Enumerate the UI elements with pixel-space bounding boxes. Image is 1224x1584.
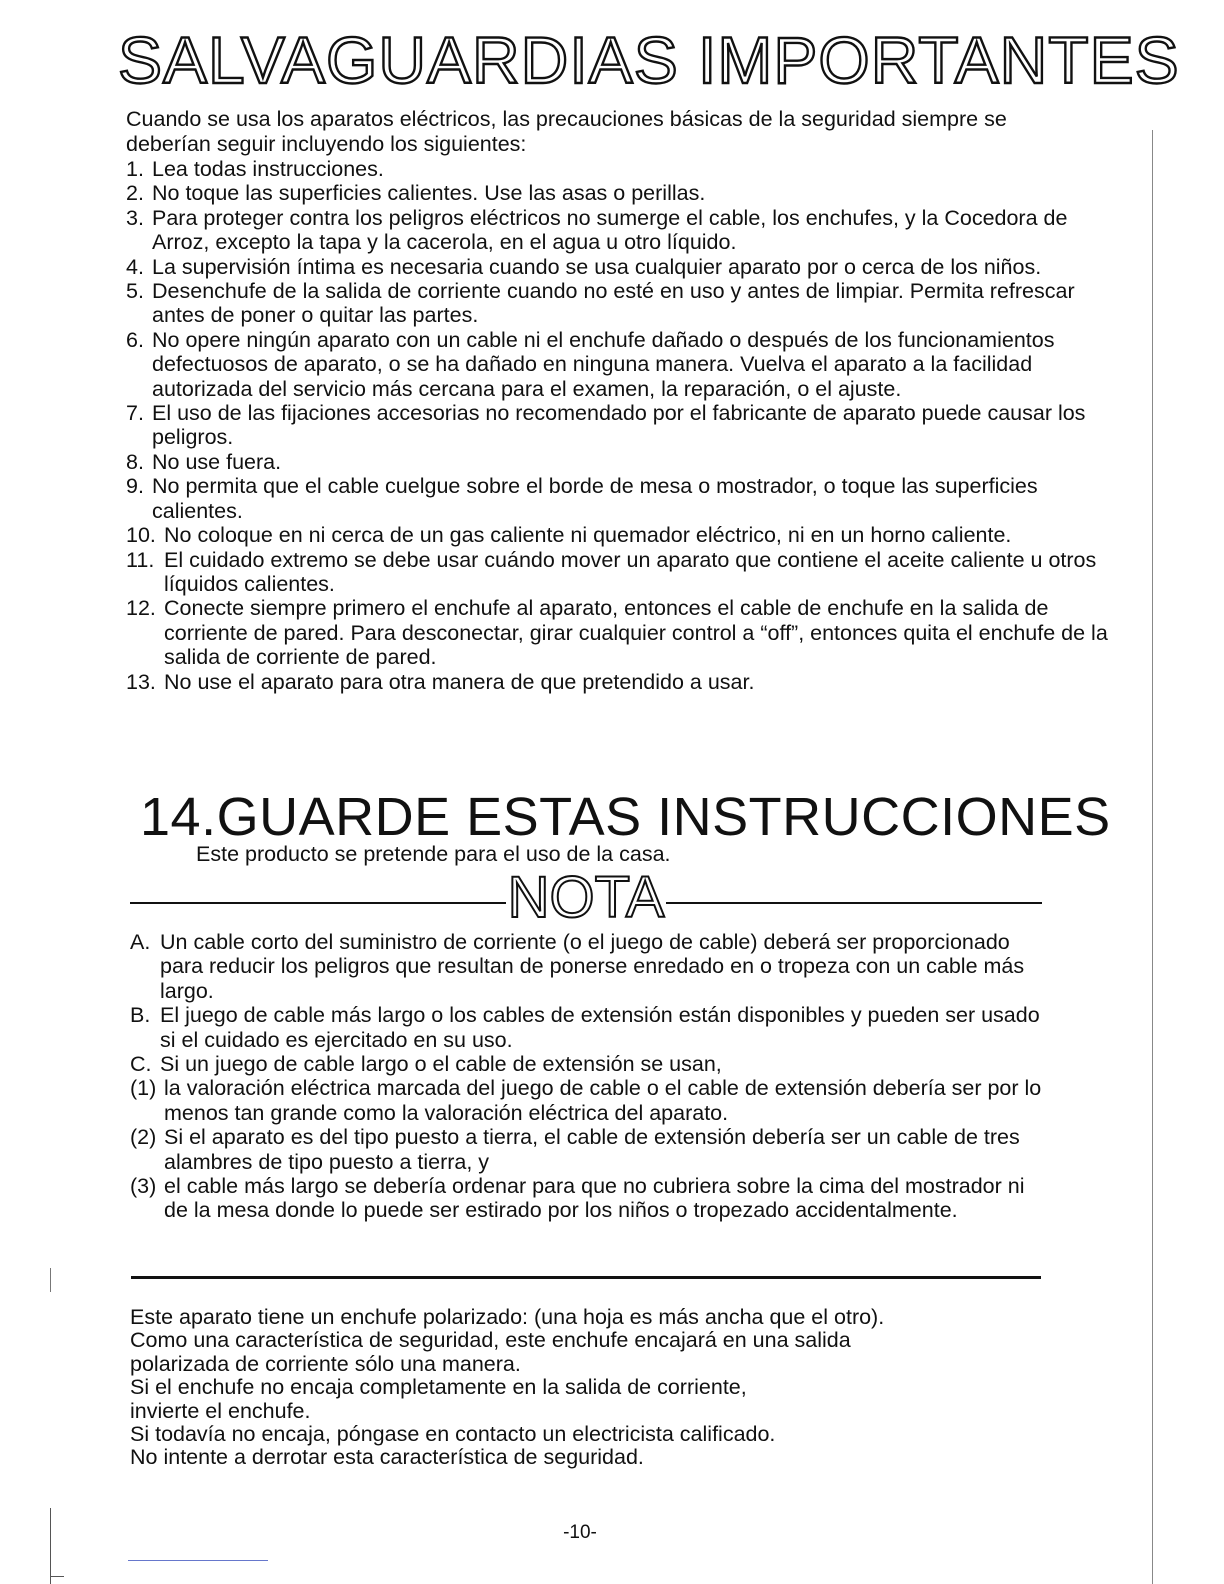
list-item-number: 8. <box>126 449 144 474</box>
safeguards-list <box>126 157 1116 694</box>
list-item <box>126 279 1116 328</box>
nota-right-rule <box>666 902 1042 904</box>
list-item-number: 1. <box>126 157 144 181</box>
page-number: -10- <box>563 1522 597 1543</box>
note-marker: (2) <box>130 1125 157 1150</box>
note-marker: (1) <box>130 1076 157 1101</box>
list-item-number: 3. <box>126 205 144 230</box>
list-item-number: 4. <box>126 254 144 279</box>
note-text: El juego de cable más largo o los cables de extensión están disponibles y pueden ser usado si el cuidado es ejercitado en su uso. <box>160 1003 1040 1052</box>
note-item <box>130 930 1050 1003</box>
plug-line: polarizada de corriente sólo una manera. <box>130 1351 521 1376</box>
list-item <box>126 474 1116 523</box>
plug-line: Como una característica de seguridad, este enchufe encajará en una salida <box>130 1328 851 1353</box>
note-item <box>130 1052 1050 1076</box>
list-item-text: No toque las superficies calientes. Use las asas o perillas. <box>152 181 706 206</box>
list-item-text: No use fuera. <box>152 449 282 474</box>
page-title: SALVAGUARDIAS IMPORTANTES <box>118 23 1180 97</box>
scan-margin-mark <box>50 1508 51 1584</box>
nota-header <box>130 866 1042 930</box>
plug-line: Este aparato tiene un enchufe polarizado: (una hoja es más ancha que el otro). <box>130 1305 885 1329</box>
list-item-number: 6. <box>126 327 144 352</box>
list-item-number: 7. <box>126 401 144 426</box>
note-marker: (3) <box>130 1174 157 1199</box>
household-use-note: Este producto se pretende para el uso de la casa. <box>196 842 671 866</box>
plug-line: Si todavía no encaja, póngase en contacto un electricista calificado. <box>130 1422 776 1447</box>
scan-margin-tick <box>50 1576 64 1577</box>
list-item-text: Para proteger contra los peligros eléctricos no sumerge el cable, los enchufes, y la Cocedora de Arroz, excepto la tapa y la cacerola, en el agua u otro líquido. <box>152 205 1068 255</box>
list-item <box>126 450 1116 474</box>
list-item-number: 10. <box>126 523 156 548</box>
note-text: Un cable corto del suministro de corriente (o el juego de cable) deberá ser proporcionado para reducir los peligros que resultan de ponerse enredado en o tropeza con un cable más largo. <box>160 930 1025 1003</box>
list-item-number: 9. <box>126 474 144 499</box>
list-item-text: No use el aparato para otra manera de que pretendido a usar. <box>164 669 755 694</box>
note-text: el cable más largo se debería ordenar para que no cubriera sobre la cima del mostrador ni de la mesa donde lo puede ser estirado por los niños o tropezado accidentalmente. <box>164 1174 1025 1223</box>
list-item-text: El uso de las fijaciones accesorias no recomendado por el fabricante de aparato puede causar los peligros. <box>152 401 1086 450</box>
list-item-text: Desenchufe de la salida de corriente cuando no esté en uso y antes de limpiar. Permita refrescar antes de poner o quitar las partes. <box>152 279 1075 328</box>
polarized-plug-paragraph <box>130 1306 1070 1470</box>
notes-list <box>130 930 1050 1223</box>
scan-margin-mark <box>50 1268 51 1292</box>
save-instructions-heading: 14.GUARDE ESTAS INSTRUCCIONES <box>140 787 1111 847</box>
intro-paragraph: Cuando se usa los aparatos eléctricos, las precauciones básicas de la seguridad siempre se deberían seguir incluyendo los siguientes: <box>126 107 1007 156</box>
plug-line: Si el enchufe no encaja completamente en la salida de corriente, <box>130 1375 747 1400</box>
list-item <box>126 255 1116 279</box>
note-item <box>130 1125 1050 1174</box>
list-item-number: 12. <box>126 596 156 621</box>
list-item-text: No coloque en ni cerca de un gas caliente ni quemador eléctrico, ni en un horno caliente. <box>164 523 1012 548</box>
plug-line: invierte el enchufe. <box>130 1398 311 1423</box>
plug-line: No intente a derrotar esta característica de seguridad. <box>130 1445 644 1470</box>
list-item <box>126 206 1116 255</box>
list-item <box>126 670 1116 694</box>
scan-margin-line <box>1152 130 1153 1584</box>
note-text: Si el aparato es del tipo puesto a tierra, el cable de extensión debería ser un cable de tres alambres de tipo puesto a tierra, y <box>164 1125 1020 1174</box>
list-item-number: 13. <box>126 669 156 694</box>
list-item-text: Conecte siempre primero el enchufe al aparato, entonces el cable de enchufe en la salida de corriente de pared. Para desconectar, girar cualquier control a “off”, entonces quita el enchufe de la salida de corriente de pared. <box>164 596 1108 670</box>
nota-left-rule <box>130 902 506 904</box>
list-item-text: No opere ningún aparato con un cable ni el enchufe dañado o después de los funcionamientos defectuosos de aparato, o se ha dañado en ninguna manera. Vuelva el aparato a la facilidad autorizada del servicio más cercana para el examen, la reparación, o el ajuste. <box>152 327 1055 401</box>
note-item <box>130 1003 1050 1052</box>
list-item-text: La supervisión íntima es necesaria cuando se usa cualquier aparato por o cerca de los niños. <box>152 254 1042 279</box>
list-item <box>126 181 1116 205</box>
list-item <box>126 548 1116 597</box>
list-item-text: El cuidado extremo se debe usar cuándo mover un aparato que contiene el aceite caliente u otros líquidos calientes. <box>164 547 1097 596</box>
note-item <box>130 1174 1050 1223</box>
list-item <box>126 596 1116 669</box>
list-item <box>126 401 1116 450</box>
note-marker: C. <box>130 1052 152 1077</box>
list-item <box>126 328 1116 401</box>
list-item-text: No permita que el cable cuelgue sobre el borde de mesa o mostrador, o toque las superficies calientes. <box>152 474 1038 523</box>
note-text: Si un juego de cable largo o el cable de extensión se usan, <box>160 1052 722 1077</box>
list-item-number: 5. <box>126 279 144 304</box>
note-item <box>130 1076 1050 1125</box>
note-marker: B. <box>130 1003 151 1028</box>
footer-rule <box>128 1560 268 1561</box>
list-item <box>126 523 1116 547</box>
note-text: la valoración eléctrica marcada del juego de cable o el cable de extensión debería ser por lo menos tan grande como la valoración eléctrica del aparato. <box>164 1076 1042 1125</box>
list-item-number: 2. <box>126 181 144 206</box>
nota-title: NOTA <box>507 865 665 930</box>
list-item-number: 11. <box>126 547 155 572</box>
note-marker: A. <box>130 930 151 954</box>
list-item-text: Lea todas instrucciones. <box>152 157 384 181</box>
section-divider <box>131 1276 1041 1279</box>
list-item <box>126 157 1116 181</box>
